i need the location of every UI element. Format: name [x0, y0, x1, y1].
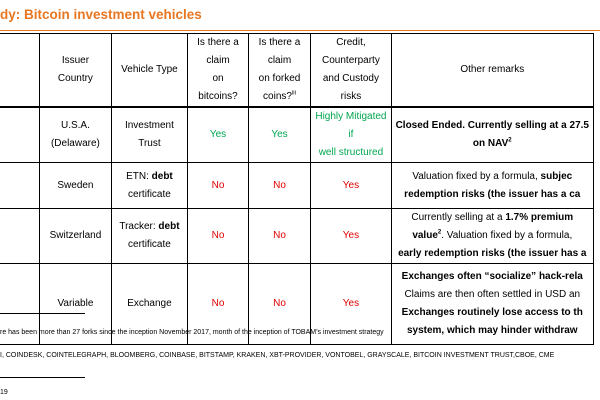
vehicle-type-cell: Tracker: debt certificate [111, 209, 188, 264]
table-row [0, 163, 594, 209]
remarks-cell: Exchanges often “socialize” hack-rela Claims are then often settled in USD an Exchanges routinely lose access to th system, which may hinder withdraw [391, 264, 593, 345]
footnote-forks: re has been more than 27 forks since the inception November 2017, month of the inception of TOBAM’s investment strategy [0, 329, 384, 336]
claim-bitcoins-cell: Yes [188, 107, 248, 163]
issuer-country-cell: Sweden [40, 163, 111, 209]
claim-forked-cell: Yes [248, 107, 311, 163]
table-row [0, 107, 594, 163]
header-credit-risks: Credit, Counterparty and Custody risks [311, 34, 391, 108]
table-header-row [0, 34, 594, 108]
credit-risk-cell: Yes [311, 163, 391, 209]
table-row [0, 209, 594, 264]
issuer-country-cell: Switzerland [40, 209, 111, 264]
header-vehicle-type: Vehicle Type [111, 34, 188, 108]
vehicle-type-cell: ETN: debt certificate [111, 163, 188, 209]
footnote-divider-2 [0, 377, 85, 378]
row-spacer-cell [0, 163, 40, 209]
claim-forked-cell: No [248, 264, 311, 345]
header-claim-forked: Is there a claim on forked coins?$^{iii}$ [248, 34, 311, 108]
credit-risk-cell: Yes [311, 264, 391, 345]
vehicle-type-cell: Investment Trust [111, 107, 188, 163]
footnote-divider [0, 313, 85, 314]
claim-forked-cell: No [248, 209, 311, 264]
claim-bitcoins-cell: No [188, 163, 248, 209]
claim-bitcoins-cell: No [188, 209, 248, 264]
vehicle-type-cell: Exchange [111, 264, 188, 345]
credit-risk-cell: Highly Mitigated if well structured [311, 107, 391, 163]
remarks-cell: Closed Ended. Currently selling at a 27.5 on NAV$^2$ [391, 107, 593, 163]
claim-forked-cell: No [248, 163, 311, 209]
vehicles-table [0, 33, 594, 345]
header-spacer-cell [0, 34, 40, 108]
header-other-remarks: Other remarks [391, 34, 593, 108]
claim-bitcoins-cell: No [188, 264, 248, 345]
slide-title: dy: Bitcoin investment vehicles [0, 7, 202, 22]
header-issuer-country: Issuer Country [40, 34, 111, 108]
credit-risk-cell: Yes [311, 209, 391, 264]
remarks-cell: Valuation fixed by a formula, subjec redemption risks (the issuer has a ca [391, 163, 593, 209]
row-spacer-cell [0, 107, 40, 163]
row-spacer-cell [0, 209, 40, 264]
remarks-cell: Currently selling at a 1.7% premium value$^2$. Valuation fixed by a formula, early redemption risks (the issuer has a [391, 209, 593, 264]
header-claim-bitcoins: Is there a claim on bitcoins? [188, 34, 248, 108]
issuer-country-cell: Variable [40, 264, 111, 345]
title-underline [0, 30, 600, 31]
footnote-date: 19 [0, 389, 8, 396]
footnote-sources: I, COINDESK, COINTELEGRAPH, BLOOMBERG, COINBASE, BITSTAMP, KRAKEN, XBT-PROVIDER, VONTOBEL, GRAYSCALE, BITCOIN INVESTMENT TRUST,CBOE, CME [0, 352, 555, 359]
issuer-country-cell: U.S.A. (Delaware) [40, 107, 111, 163]
